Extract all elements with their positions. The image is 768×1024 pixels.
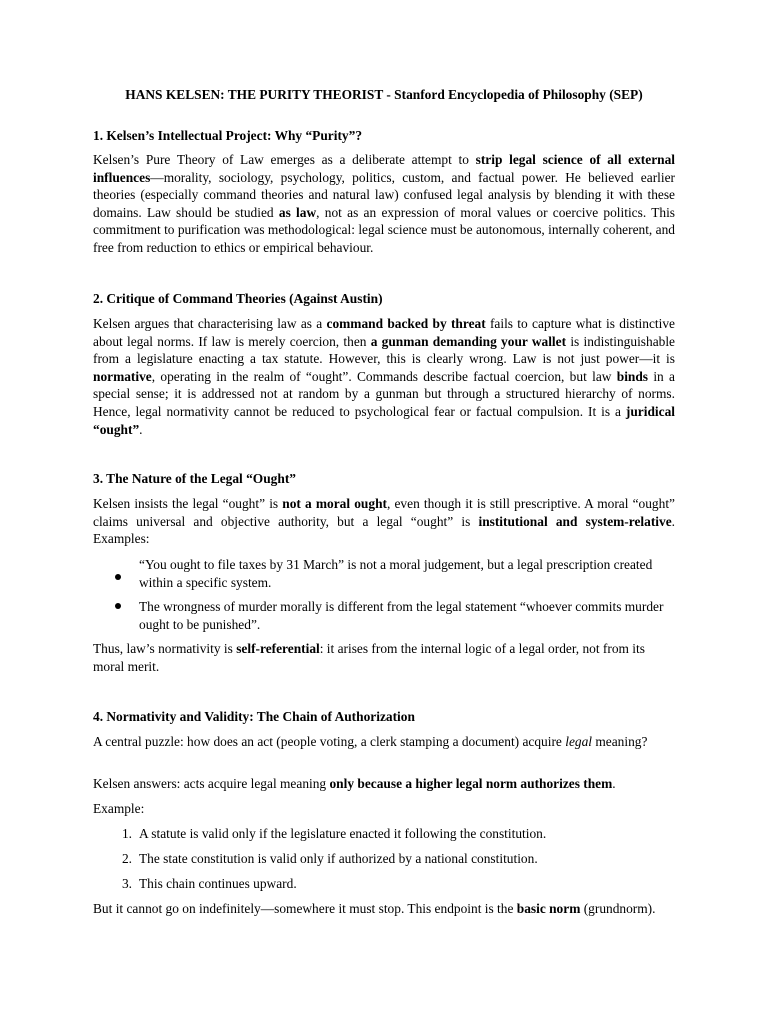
section-4-puzzle-paragraph: A central puzzle: how does an act (people voting, a clerk stamping a document) acquire legal meaning?	[93, 734, 648, 749]
section-1-paragraph: Kelsen’s Pure Theory of Law emerges as a deliberate attempt to strip legal science of all external influences—morality, sociology, psychology, politics, custom, and factual power. He believed earlier theories (especially command theories and natural law) confused legal analysis by blending it with these domains. Law should be studied as law, not as an expression of moral values or coercive politics. This commitment to purification was methodological: legal science must be autonomous, internally coherent, and free from reduction to ethics or empirical behaviour.	[93, 152, 676, 255]
section-3-paragraph: Kelsen insists the legal “ought” is not a moral ought, even though it is still prescriptive. A moral “ought” claims universal and objective authority, but a legal “ought” is institutional and system-relative. Examples:	[93, 496, 675, 547]
section-2-paragraph: Kelsen argues that characterising law as a command backed by threat fails to capture what is distinctive about legal norms. If law is merely coercion, then a gunman demanding your wallet is indistinguishable from a legislature enacting a tax statute. However, this is clearly wrong. Law is not just power—it is normative, operating in the realm of “ought”. Commands describe factual coercion, but law binds in a special sense; it is addressed not at random by a gunman but through a structured hierarchy of norms. Hence, legal normativity cannot be reduced to psychological fear or factual compulsion. It is a juridical “ought”.	[93, 316, 676, 437]
section-1-heading: 1. Kelsen’s Intellectual Project: Why “Purity”?	[93, 128, 363, 143]
list-item: This chain continues upward.	[139, 876, 297, 891]
section-4-heading: 4. Normativity and Validity: The Chain of Authorization	[93, 709, 415, 724]
bullet-marker	[115, 574, 121, 580]
section-2-heading: 2. Critique of Command Theories (Against Austin)	[93, 291, 383, 306]
list-item: The state constitution is valid only if authorized by a national constitution.	[139, 851, 538, 866]
section-4-example-label: Example:	[93, 801, 145, 816]
bullet-marker	[115, 603, 121, 609]
document-title: HANS KELSEN: THE PURITY THEORIST - Stanford Encyclopedia of Philosophy (SEP)	[125, 87, 643, 102]
section-3-conclusion: Thus, law’s normativity is self-referential: it arises from the internal logic of a legal order, not from its moral merit.	[93, 641, 645, 674]
list-number: 1.	[121, 826, 132, 841]
bullet-item: “You ought to file taxes by 31 March” is not a moral judgement, but a legal prescription created within a specific system.	[139, 557, 653, 590]
section-3-heading: 3. The Nature of the Legal “Ought”	[93, 471, 296, 486]
section-4-answer-paragraph: Kelsen answers: acts acquire legal meaning only because a higher legal norm authorizes them.	[93, 776, 616, 791]
list-number: 2.	[121, 851, 132, 866]
list-item: A statute is valid only if the legislature enacted it following the constitution.	[139, 826, 547, 841]
bullet-item: The wrongness of murder morally is different from the legal statement “whoever commits murder ought to be punished”.	[139, 599, 664, 632]
list-number: 3.	[121, 876, 132, 891]
section-4-basic-norm-paragraph: But it cannot go on indefinitely—somewhere it must stop. This endpoint is the basic norm (grundnorm).	[93, 901, 656, 916]
